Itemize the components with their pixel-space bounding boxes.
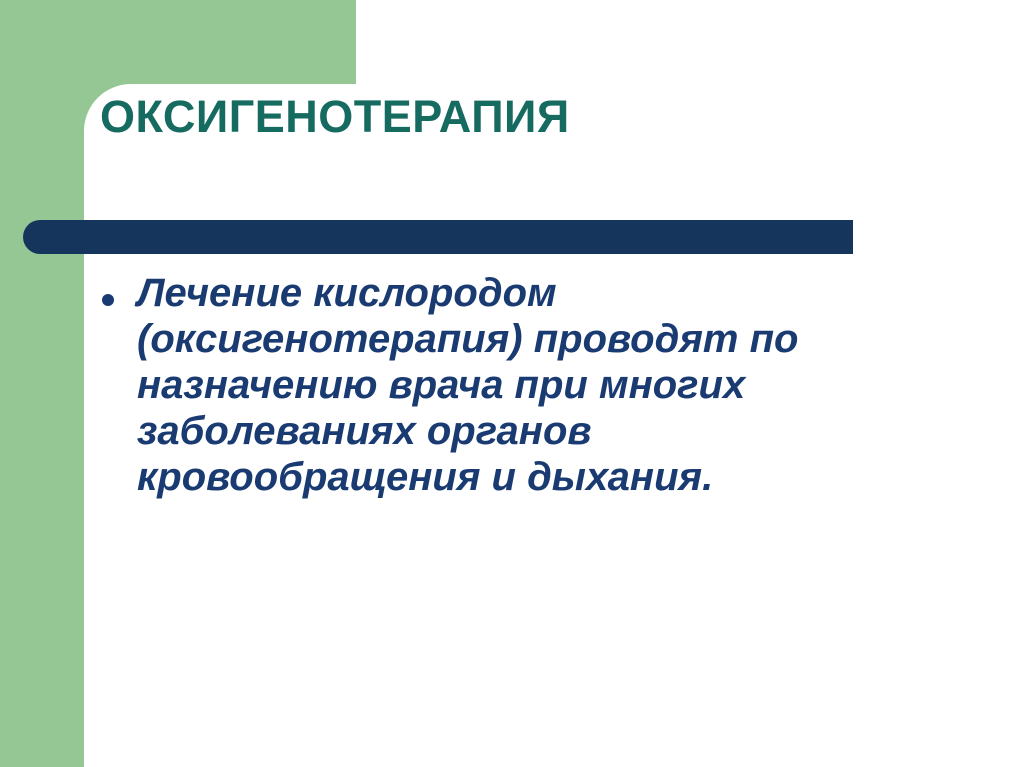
green-accent-left (0, 0, 84, 767)
bullet-text-line: заболеваниях органов (137, 409, 592, 453)
bullet-text-line: назначению врача при многих (137, 363, 746, 407)
list-item (102, 270, 842, 500)
bullet-text-line: кровообращения и дыхания. (137, 455, 714, 499)
title-divider-bar (23, 220, 853, 254)
bullet-text (137, 270, 798, 500)
bullet-text-line: (оксигенотерапия) проводят по (137, 317, 799, 361)
bullet-list (102, 270, 842, 500)
bullet-text-line: Лечение кислородом (137, 271, 557, 315)
slide-title: ОКСИГЕНОТЕРАПИЯ (100, 91, 570, 142)
bullet-icon (102, 294, 114, 306)
